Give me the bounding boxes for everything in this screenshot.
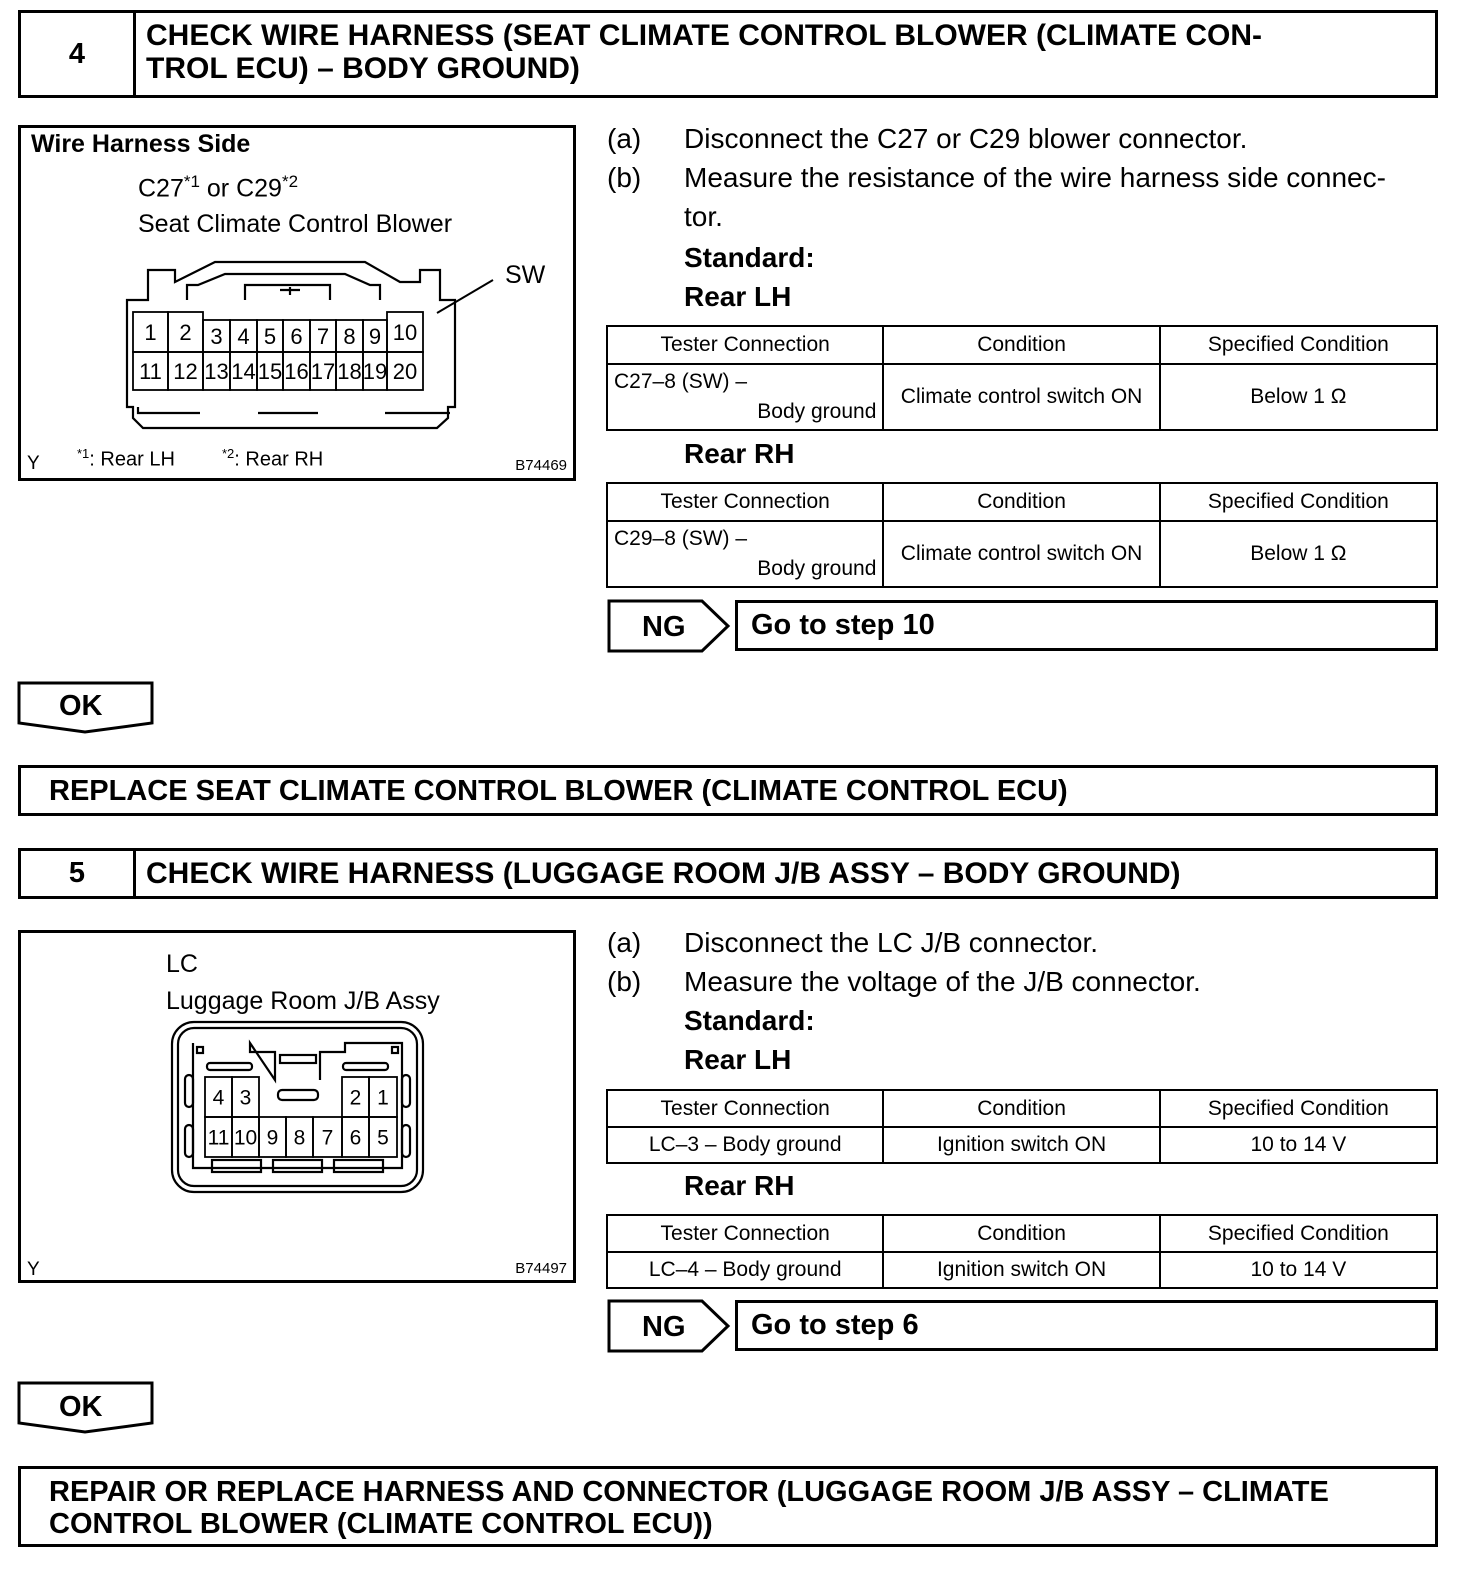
column-header: Tester Connection [607,1215,883,1252]
footnote-mark: *2 [222,446,235,461]
pin-number: 9 [368,323,382,349]
column-header: Specified Condition [1160,1090,1437,1127]
figure-corner-mark: Y [27,1259,40,1280]
cell-text: C27–8 (SW) – [614,370,748,393]
pin-number: 15 [257,358,283,384]
cell-text: Body ground [757,557,877,580]
footnote-text: : Rear RH [234,448,324,471]
condition-cell: Ignition switch ON [883,1127,1159,1163]
column-header: Specified Condition [1160,483,1437,521]
footnote-text: : Rear LH [89,448,175,471]
step-label: (b) [607,966,642,997]
column-header: Condition [883,326,1159,364]
figure-id: B74497 [515,1260,567,1277]
connector-diagram-11-pin [18,930,576,1283]
spec-table-rear-rh [606,1214,1438,1289]
table-title: Rear LH [684,1044,792,1075]
step-title-line: TROL ECU) – BODY GROUND) [146,52,580,85]
cell-text: Body ground [757,400,877,423]
pin-number: 16 [284,358,309,384]
tester-connection-cell [607,521,883,587]
pin-number: 4 [237,323,250,349]
connector-id: LC [166,950,198,978]
step-number: 5 [21,851,136,896]
table-row [607,1252,1437,1288]
spec-table-rear-lh [606,1089,1438,1164]
step-text: Measure the voltage of the J/B connector. [684,966,1201,997]
ok-label: OK [59,690,103,722]
figure-corner-mark: Y [27,453,40,474]
column-header: Tester Connection [607,1090,883,1127]
connector-name: Luggage Room J/B Assy [166,987,440,1015]
column-header: Tester Connection [607,326,883,364]
step-title-line: CHECK WIRE HARNESS (SEAT CLIMATE CONTROL BLOWER (CLIMATE CON- [146,19,1263,52]
figure-heading: Wire Harness Side [31,130,251,158]
step-4-header [18,10,1438,98]
connector-id: C27 [138,174,184,203]
footnote-mark: *2 [281,172,299,191]
table-title: Rear RH [684,1170,795,1201]
column-header: Condition [883,483,1159,521]
result-box-step-5 [18,1466,1438,1547]
spec-cell: Below 1 Ω [1160,364,1437,430]
table-row [607,521,1437,587]
pin-number: 4 [212,1086,225,1110]
pin-number: 6 [290,323,303,349]
tester-connection-cell [607,364,883,430]
go-to-step-10[interactable]: Go to step 10 [735,600,1438,651]
step-label: (a) [607,927,642,958]
result-line: CONTROL BLOWER (CLIMATE CONTROL ECU)) [49,1508,713,1540]
pin-number: 1 [377,1086,389,1110]
pin-number: 20 [392,358,418,384]
step-text: Disconnect the C27 or C29 blower connector. [684,123,1248,154]
ok-label: OK [59,1391,103,1423]
condition-cell: Climate control switch ON [883,521,1159,587]
connector-or: or [199,174,237,203]
column-header: Specified Condition [1160,1215,1437,1252]
cell-text: C29–8 (SW) – [614,527,748,550]
connector-id: C29 [236,174,282,203]
table-row [607,364,1437,430]
pin-number: 19 [362,358,388,384]
ng-arrow-box[interactable] [607,599,731,653]
result-line: REPAIR OR REPLACE HARNESS AND CONNECTOR (LUGGAGE ROOM J/B ASSY – CLIMATE [49,1476,1329,1508]
spec-cell: 10 to 14 V [1160,1252,1437,1288]
tester-connection-cell: LC–3 – Body ground [607,1127,883,1163]
ng-label: NG [642,611,686,643]
ok-arrow-box[interactable] [17,681,155,735]
figure-id: B74469 [515,457,567,474]
step-label: (b) [607,162,642,193]
table-row [607,1127,1437,1163]
pin-number: 9 [266,1126,279,1150]
pin-number: 2 [179,319,192,345]
step-text: Disconnect the LC J/B connector. [684,927,1098,958]
ng-label: NG [642,1311,686,1343]
condition-cell: Ignition switch ON [883,1252,1159,1288]
pin-number: 5 [263,323,277,349]
spec-cell: 10 to 14 V [1160,1127,1437,1163]
table-header-row [607,1215,1437,1252]
sw-pin-label: SW [505,261,546,289]
pin-number: 8 [293,1126,306,1150]
step-text: Measure the resistance of the wire harness side connec- [684,162,1386,193]
pin-number: 3 [210,323,223,349]
pin-number: 7 [316,323,330,349]
step-title [146,19,1395,85]
go-to-step-6[interactable]: Go to step 6 [735,1300,1438,1351]
table-header-row [607,1090,1437,1127]
connector-diagram-20-pin [18,125,576,481]
pin-number: 5 [377,1126,389,1150]
pin-number: 14 [231,358,256,384]
connector-name: Seat Climate Control Blower [138,210,453,238]
tester-connection-cell: LC–4 – Body ground [607,1252,883,1288]
pin-number: 11 [207,1126,230,1150]
footnote-mark: *1 [183,172,200,191]
column-header: Specified Condition [1160,326,1437,364]
column-header: Tester Connection [607,483,883,521]
ok-arrow-box[interactable] [17,1381,155,1435]
pin-number: 8 [343,323,356,349]
footnote-mark: *1 [77,446,90,461]
spec-cell: Below 1 Ω [1160,521,1437,587]
table-title: Rear RH [684,438,795,469]
step-label: (a) [607,123,642,154]
step-number: 4 [21,13,136,95]
ng-arrow-box[interactable] [607,1299,731,1353]
spec-table-rear-lh [606,325,1438,431]
pin-number: 10 [233,1126,258,1150]
pin-number: 18 [337,358,362,384]
table-title: Rear LH [684,281,792,312]
pin-number: 7 [321,1126,334,1150]
step-title: CHECK WIRE HARNESS (LUGGAGE ROOM J/B ASSY – BODY GROUND) [146,857,1181,890]
table-header-row [607,326,1437,364]
standard-label: Standard: [684,1005,815,1036]
result-box-step-4: REPLACE SEAT CLIMATE CONTROL BLOWER (CLIMATE CONTROL ECU) [18,765,1438,816]
pin-number: 12 [173,358,198,384]
column-header: Condition [883,1215,1159,1252]
pin-number: 3 [239,1086,252,1110]
standard-label: Standard: [684,242,815,273]
step-5-header [18,848,1438,899]
condition-cell: Climate control switch ON [883,364,1159,430]
pin-number: 2 [349,1086,362,1110]
pin-number: 13 [204,358,229,384]
pin-number: 17 [310,358,336,384]
pin-number: 11 [139,358,162,384]
pin-number: 6 [349,1126,362,1150]
column-header: Condition [883,1090,1159,1127]
table-header-row [607,483,1437,521]
pin-number: 1 [144,319,157,345]
step-text: tor. [684,201,723,232]
spec-table-rear-rh [606,482,1438,588]
pin-number: 10 [392,319,418,345]
